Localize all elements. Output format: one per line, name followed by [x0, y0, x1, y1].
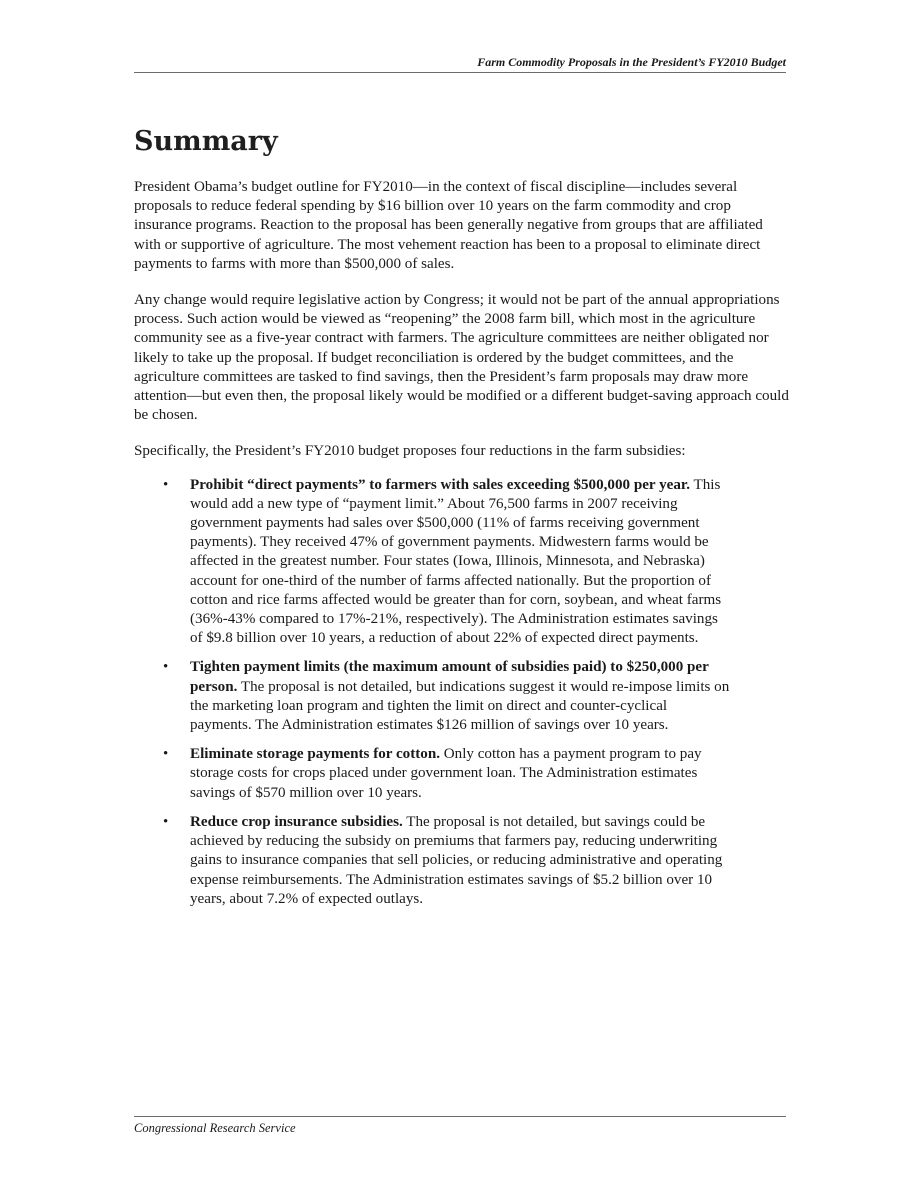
list-item [163, 658, 732, 735]
bullet-icon: • [163, 813, 169, 830]
page-footer [134, 1116, 786, 1136]
proposal-text: Only cotton has a payment program to pay storage costs for crops placed under government loan. The Administration estimates savings of $570 million over 10 years. [190, 746, 702, 801]
proposal-text: The proposal is not detailed, but indications suggest it would re-impose limits on the marketing loan program and tighten the limit on direct and counter-cyclical payments. The Administration estimates $126 million of savings over 10 years. [190, 678, 730, 734]
summary-paragraph: Any change would require legislative action by Congress; it would not be part of the annual appropriations process. Such action would be viewed as “reopening” the 2008 farm bill, which most in the agriculture community see as a five-year contract with farmers. The agriculture committees are neither obligated nor likely to take up the proposal. If budget reconciliation is ordered by the budget committees, and the agriculture committees are tasked to find savings, then the President’s farm proposals may draw more attention—but even then, the proposal likely would be modified or a different budget-saving approach could be chosen. [134, 292, 789, 424]
summary-paragraph: Specifically, the President’s FY2010 budget proposes four reductions in the farm subsidies: [134, 443, 686, 460]
bullet-icon: • [163, 476, 169, 493]
list-item [163, 813, 732, 909]
proposal-text: The proposal is not detailed, but savings could be achieved by reducing the subsidy on premiums that farmers pay, reducing underwriting gains to insurance companies that sell policies, or reducing administrative and operating expense reimbursements. The Administration estimates savings of $5.2 billion over 10 years, about 7.2% of expected outlays. [190, 813, 723, 907]
list-item [163, 476, 732, 649]
proposal-title: Prohibit “direct payments” to farmers with sales exceeding $500,000 per year. [190, 476, 690, 493]
publisher-name: Congressional Research Service [134, 1121, 296, 1135]
proposal-title: Eliminate storage payments for cotton. [190, 746, 440, 763]
bullet-icon: • [163, 659, 169, 676]
proposal-text: This would add a new type of “payment limit.” About 76,500 farms in 2007 receiving government payments had sales over $500,000 (11% of farms receiving government payments). They received 47% of government payments. Midwestern farms would be affected in the greatest number. Four states (Iowa, Illinois, Minnesota, and Nebraska) account for one-third of the number of farms affected nationally. But the proportion of cotton and rice farms affected would be greater than for corn, soybean, and wheat farms (36%-43% compared to 17%-21%, respectively). The Administration estimates savings of $9.8 billion over 10 years, a reduction of about 22% of expected direct payments. [190, 476, 722, 647]
proposal-title: Tighten payment limits (the maximum amount of subsidies paid) to $250,000 per person. [190, 659, 709, 695]
running-title: Farm Commodity Proposals in the President’s FY2010 Budget [477, 55, 786, 69]
list-item [163, 745, 732, 803]
summary-section [134, 123, 790, 919]
bullet-icon: • [163, 746, 169, 763]
summary-paragraph: President Obama’s budget outline for FY2010—in the context of fiscal discipline—includes several proposals to reduce federal spending by $16 billion over 10 years on the farm commodity and crop insurance programs. Reaction to the proposal has been generally negative from groups that are affiliated with or supportive of agriculture. The most vehement reaction has been to a proposal to eliminate direct payments to farms with more than $500,000 of sales. [134, 179, 763, 272]
running-header [134, 55, 786, 73]
proposal-list [134, 476, 732, 909]
section-heading: Summary [134, 126, 278, 157]
proposal-title: Reduce crop insurance subsidies. [190, 813, 403, 830]
